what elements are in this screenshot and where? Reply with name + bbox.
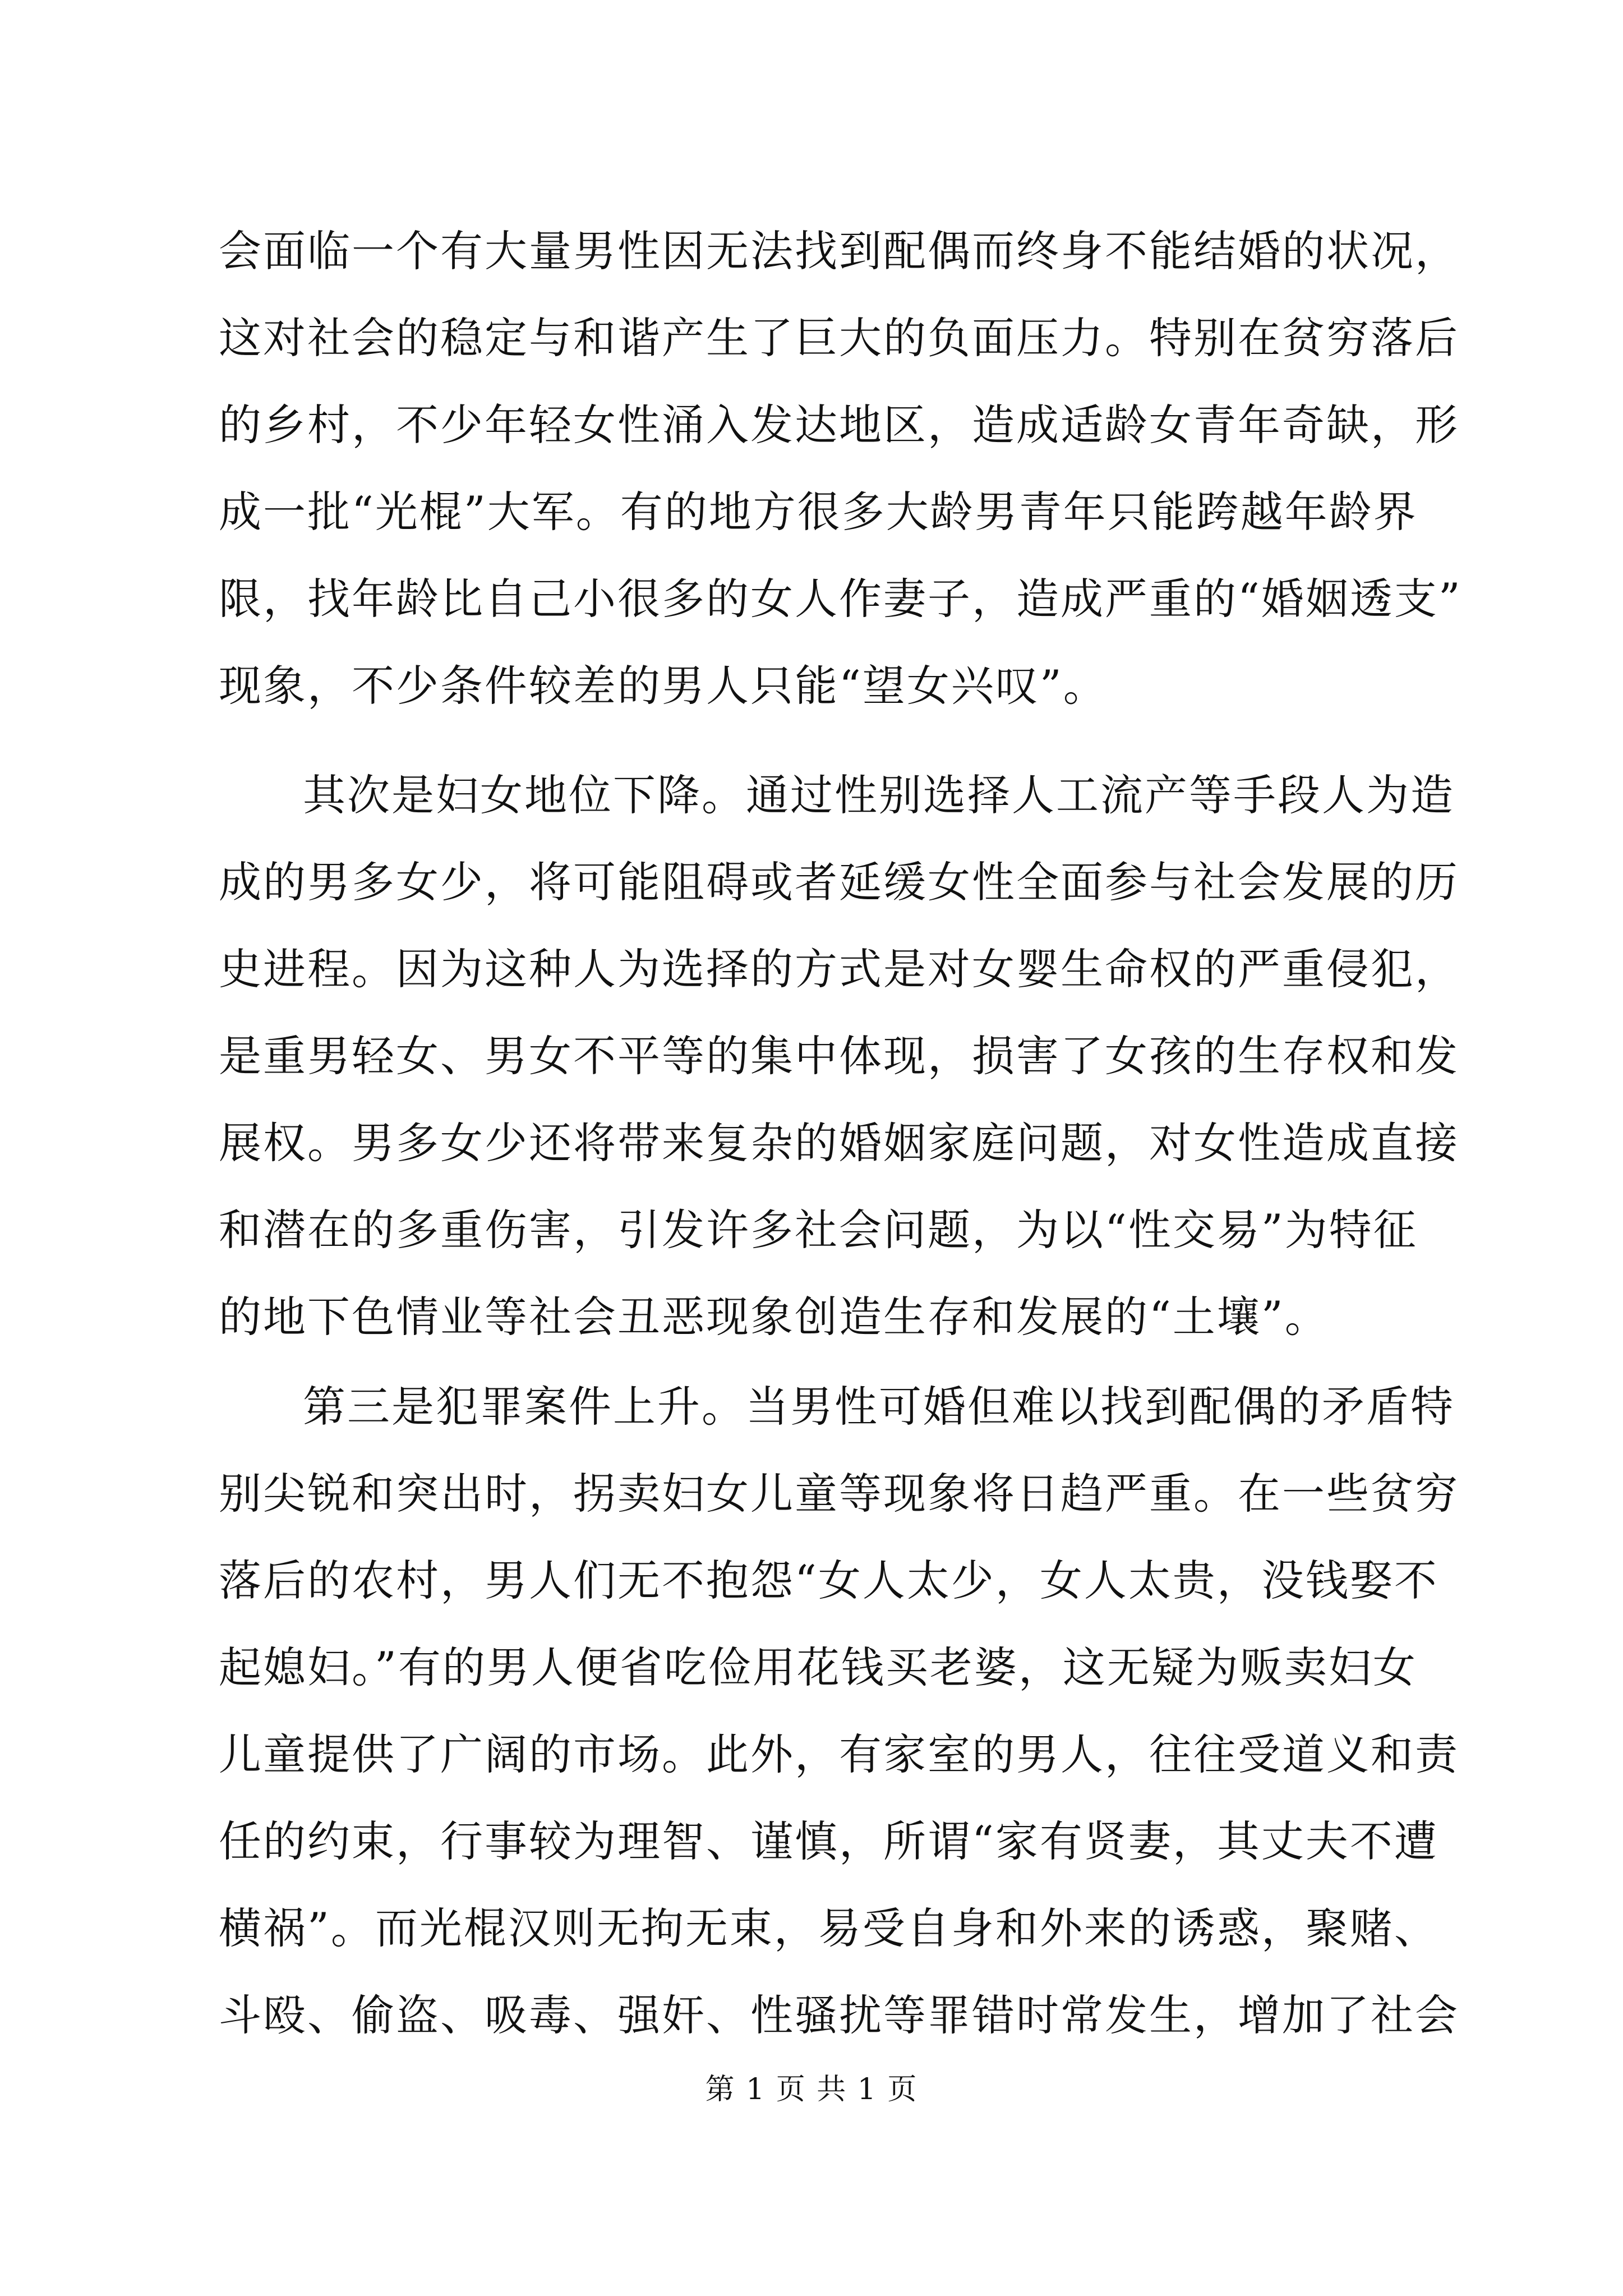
paragraph-1-line-3: 的乡村，不少年轻女性涌入发达地区，造成适龄女青年奇缺，形 — [219, 400, 1459, 450]
paragraph-3-line-4: 起媳妇。”有的男人便省吃俭用花钱买老婆，这无疑为贩卖妇女 — [219, 1642, 1417, 1692]
paragraph-2-line-3: 史进程。因为这种人为选择的方式是对女婴生命权的严重侵犯， — [219, 944, 1459, 994]
paragraph-2-line-7: 的地下色情业等社会丑恶现象创造生存和发展的“土壤”。 — [219, 1292, 1329, 1342]
paragraph-3-line-3: 落后的农村，男人们无不抱怨“女人太少，女人太贵，没钱娶不 — [219, 1556, 1438, 1605]
paragraph-3-line-6: 任的约束，行事较为理智、谨慎，所谓“家有贤妻，其丈夫不遭 — [219, 1816, 1438, 1866]
paragraph-1-line-1: 会面临一个有大量男性因无法找到配偶而终身不能结婚的状况， — [219, 226, 1459, 276]
paragraph-1-line-5: 限，找年龄比自己小很多的女人作妻子，造成严重的“婚姻透支” — [219, 574, 1462, 624]
paragraph-3-line-7: 横祸”。而光棍汉则无拘无束，易受自身和外来的诱惑，聚赌、 — [219, 1903, 1438, 1953]
paragraph-3-line-8: 斗殴、偷盗、吸毒、强奸、性骚扰等罪错时常发生，增加了社会 — [219, 1990, 1459, 2040]
paragraph-2-line-4: 是重男轻女、男女不平等的集中体现，损害了女孩的生存权和发 — [219, 1031, 1459, 1081]
paragraph-1-line-6: 现象，不少条件较差的男人只能“望女兴叹”。 — [219, 661, 1108, 711]
paragraph-3-line-1: 第三是犯罪案件上升。当男性可婚但难以找到配偶的矛盾特 — [303, 1382, 1455, 1432]
paragraph-2-line-6: 和潜在的多重伤害，引发许多社会问题，为以“性交易”为特征 — [219, 1205, 1418, 1255]
paragraph-2-line-5: 展权。男多女少还将带来复杂的婚姻家庭问题，对女性造成直接 — [219, 1118, 1459, 1168]
paragraph-3-line-2: 别尖锐和突出时，拐卖妇女儿童等现象将日趋严重。在一些贫穷 — [219, 1469, 1459, 1519]
paragraph-2-line-2: 成的男多女少，将可能阻碍或者延缓女性全面参与社会发展的历 — [219, 857, 1459, 907]
paragraph-3-line-5: 儿童提供了广阔的市场。此外，有家室的男人，往往受道义和责 — [219, 1729, 1459, 1779]
paragraph-1-line-2: 这对社会的稳定与和谐产生了巨大的负面压力。特别在贫穷落后 — [219, 313, 1459, 363]
paragraph-1-line-4: 成一批“光棍”大军。有的地方很多大龄男青年只能跨越年龄界 — [219, 487, 1418, 537]
page-footer: 第 1 页 共 1 页 — [705, 2073, 918, 2106]
paragraph-2-line-1: 其次是妇女地位下降。通过性别选择人工流产等手段人为造 — [303, 770, 1455, 820]
